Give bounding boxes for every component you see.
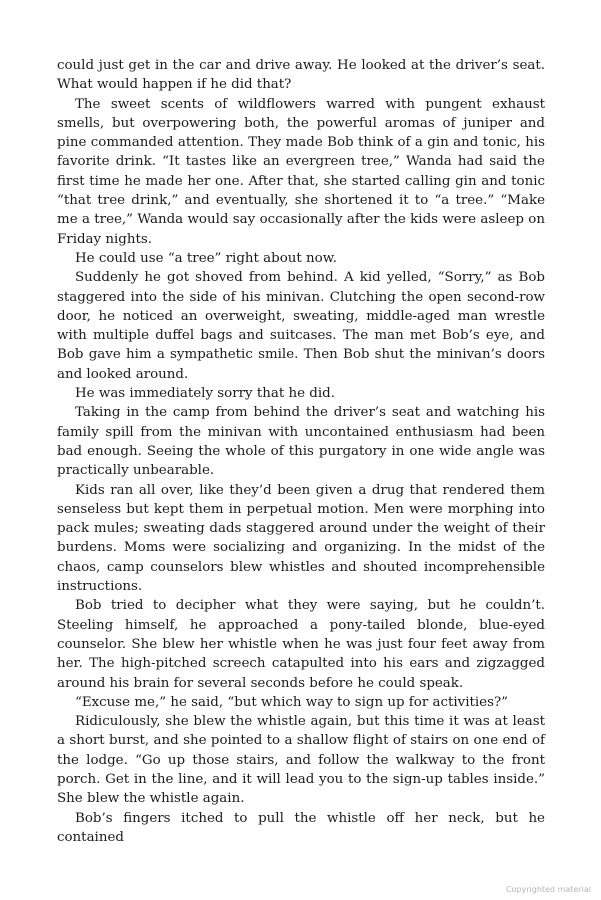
- paragraph-2: The sweet scents of wildflowers warred with pungent exhaust smells, but overpowering both, the powerful aromas of juniper and pine commanded attention. They made Bob think of a gin and tonic, his favorite drink. “It tastes like an evergreen tree,” Wanda had said the first time he made her one. After that, she started calling gin and tonic “that tree drink,” and eventually, she shortened it to “a tree.” “Make me a tree,” Wanda would say occasionally after the kids were asleep on Friday nights.: [57, 96, 545, 247]
- book-page-text: [57, 56, 545, 847]
- paragraph-5: He was immediately sorry that he did.: [75, 386, 335, 402]
- paragraph-1: could just get in the car and drive away. He looked at the driver’s seat. What would happen if he did that?: [57, 58, 545, 93]
- paragraph-3: He could use “a tree” right about now.: [75, 250, 337, 266]
- paragraph-7: Kids ran all over, like they’d been given a drug that rendered them senseless but kept them in perpetual motion. Men were morphing into pack mules; sweating dads staggered around under the weight of their burdens. Moms were socializing and organizing. In the midst of the chaos, camp counselors blew whistles and shouted incomprehensible instructions.: [57, 482, 545, 595]
- paragraph-11: Bob’s fingers itched to pull the whistle off her neck, but he contained: [57, 810, 545, 845]
- paragraph-10: Ridiculously, she blew the whistle again, but this time it was at least a short burst, and she pointed to a shallow flight of stairs on one end of the lodge. “Go up those stairs, and follow the walkway to the front porch. Get in the line, and it will lead you to the sign-up tables inside.” She blew the whistle again.: [57, 714, 545, 807]
- paragraph-6: Taking in the camp from behind the driver’s seat and watching his family spill from the minivan with uncontained enthusiasm had been bad enough. Seeing the whole of this purgatory in one wide angle was practically unbearable.: [57, 405, 545, 479]
- paragraph-4: Suddenly he got shoved from behind. A kid yelled, “Sorry,” as Bob staggered into the side of his minivan. Clutching the open second-row door, he noticed an overweight, sweating, middle-aged man wrestle with multiple duffel bags and suitcases. The man met Bob’s eye, and Bob gave him a sympathetic smile. Then Bob shut the minivan’s doors and looked around.: [57, 270, 545, 382]
- paragraph-8: Bob tried to decipher what they were saying, but he couldn’t. Steeling himself, he approached a pony-tailed blonde, blue-eyed counselor. She blew her whistle when he was just four feet away from her. The high-pitched screech catapulted into his ears and zigzagged around his brain for several seconds before he could speak.: [57, 598, 545, 691]
- paragraph-9: “Excuse me,” he said, “but which way to sign up for activities?”: [75, 694, 508, 710]
- copyright-watermark: Copyrighted material: [505, 885, 591, 894]
